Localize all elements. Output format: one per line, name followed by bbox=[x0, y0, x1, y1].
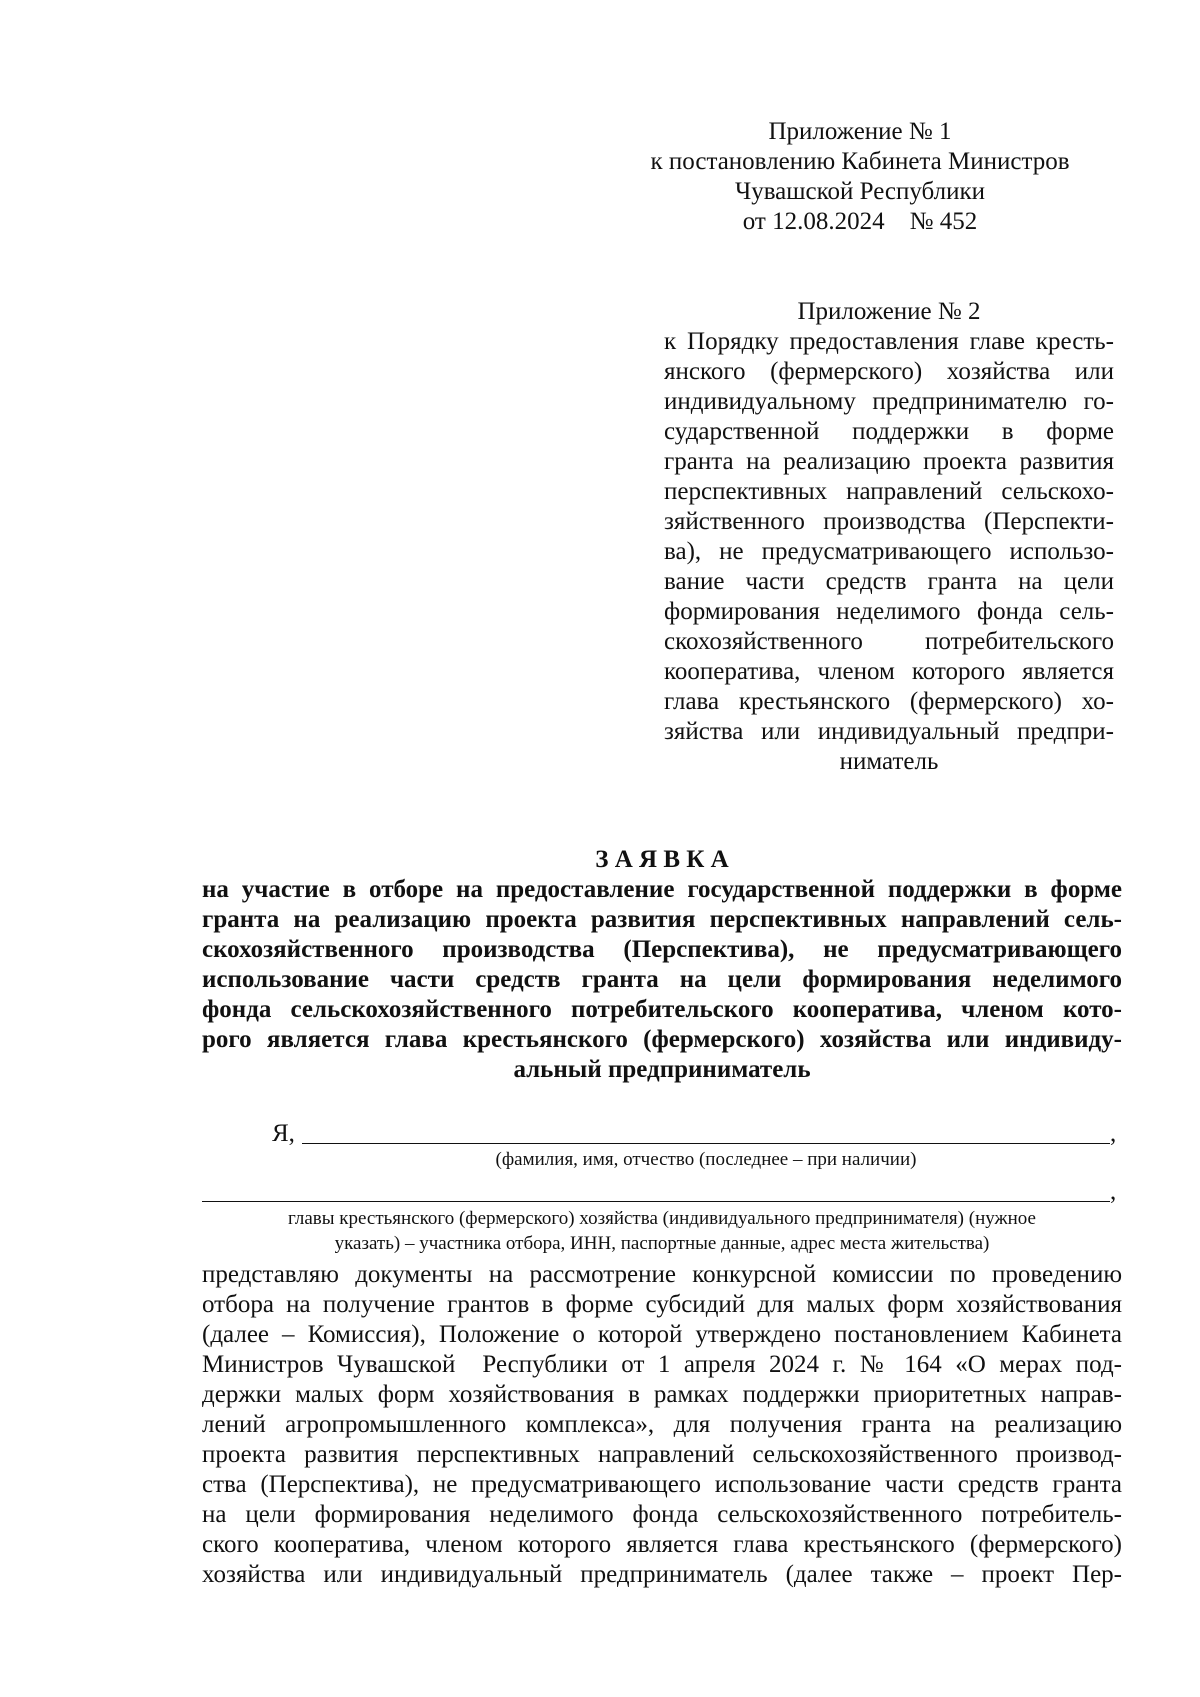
body-line: держки малых форм хозяйствования в рамках поддержки приоритетных направ- bbox=[202, 1381, 1122, 1408]
application-subtitle-last-line: альный предприниматель bbox=[513, 1056, 811, 1083]
appendix-2-line: кооператива, членом которого является bbox=[664, 658, 1114, 685]
body-line: ства (Перспектива), не предусматривающего использование части средств гранта bbox=[202, 1471, 1122, 1498]
appendix-2-line: формирования неделимого фонда сель- bbox=[664, 598, 1114, 625]
appendix-2-line: сударственной поддержки в форме bbox=[664, 418, 1114, 445]
appendix-2-line: зяйства или индивидуальный предпри- bbox=[664, 718, 1114, 745]
role-field-comma: , bbox=[1110, 1178, 1117, 1205]
appendix-2-line: гранта на реализацию проекта развития bbox=[664, 448, 1114, 475]
body-line: (далее – Комиссия), Положение о которой утверждено постановлением Кабинета bbox=[202, 1321, 1122, 1348]
role-field-caption-line: указать) – участника отбора, ИНН, паспортные данные, адрес места жительства) bbox=[334, 1233, 990, 1254]
appendix-2-line: индивидуальному предпринимателю го- bbox=[664, 388, 1114, 415]
appendix-2-line: ва), не предусматривающего использо- bbox=[664, 538, 1114, 565]
application-title: З А Я В К А bbox=[595, 846, 729, 873]
application-subtitle-line: скохозяйственного производства (Перспектива), не предусматривающего bbox=[202, 936, 1122, 963]
body-line: лений агропромышленного комплекса», для получения гранта на реализацию bbox=[202, 1411, 1122, 1438]
application-subtitle-line: фонда сельскохозяйственного потребительского кооператива, членом кото- bbox=[202, 996, 1122, 1023]
appendix-1-title: Приложение № 1 bbox=[768, 118, 952, 145]
role-field-line[interactable] bbox=[202, 1201, 1110, 1202]
application-subtitle-line: использование части средств гранта на цели формирования неделимого bbox=[202, 966, 1122, 993]
role-field-caption-line: главы крестьянского (фермерского) хозяйства (индивидуального предпринимателя) (нужное bbox=[288, 1208, 1036, 1229]
fio-field-comma: , bbox=[1110, 1120, 1117, 1147]
appendix-2-line: глава крестьянского (фермерского) хо- bbox=[664, 688, 1114, 715]
body-line: отбора на получение грантов в форме субсидий для малых форм хозяйствования bbox=[202, 1291, 1122, 1318]
body-line: хозяйства или индивидуальный предприниматель (далее также – проект Пер- bbox=[202, 1561, 1122, 1588]
application-subtitle-line: гранта на реализацию проекта развития перспективных направлений сель- bbox=[202, 906, 1122, 933]
application-subtitle-line: на участие в отборе на предоставление государственной поддержки в форме bbox=[202, 876, 1122, 903]
body-line: на цели формирования неделимого фонда сельскохозяйственного потребитель- bbox=[202, 1501, 1122, 1528]
appendix-2-line: к Порядку предоставления главе кресть- bbox=[664, 328, 1114, 355]
appendix-2-title: Приложение № 2 bbox=[797, 298, 981, 325]
appendix-2-line: вание части средств гранта на цели bbox=[664, 568, 1114, 595]
appendix-2-line: перспективных направлений сельскохо- bbox=[664, 478, 1114, 505]
body-line: представляю документы на рассмотрение конкурсной комиссии по проведению bbox=[202, 1261, 1122, 1288]
appendix-2-line: зяйственного производства (Перспекти- bbox=[664, 508, 1114, 535]
appendix-1-date-number: от 12.08.2024 № 452 bbox=[742, 208, 978, 235]
body-line: Министров Чувашской Республики от 1 апреля 2024 г. № 164 «О мерах под- bbox=[202, 1351, 1122, 1378]
appendix-2-last-line: ниматель bbox=[839, 748, 939, 775]
fio-field-line[interactable] bbox=[302, 1143, 1110, 1144]
fio-field-caption: (фамилия, имя, отчество (последнее – при наличии) bbox=[495, 1149, 917, 1170]
appendix-2-line: скохозяйственного потребительского bbox=[664, 628, 1114, 655]
appendix-1-line: Чувашской Республики bbox=[734, 178, 986, 205]
appendix-2-line: янского (фермерского) хозяйства или bbox=[664, 358, 1114, 385]
body-line: ского кооператива, членом которого является глава крестьянского (фермерского) bbox=[202, 1531, 1122, 1558]
application-subtitle-line: рого является глава крестьянского (фермерского) хозяйства или индивиду- bbox=[202, 1026, 1122, 1053]
body-line: проекта развития перспективных направлений сельскохозяйственного производ- bbox=[202, 1441, 1122, 1468]
i-prefix: Я, bbox=[272, 1120, 295, 1147]
appendix-1-line: к постановлению Кабинета Министров bbox=[650, 148, 1070, 175]
